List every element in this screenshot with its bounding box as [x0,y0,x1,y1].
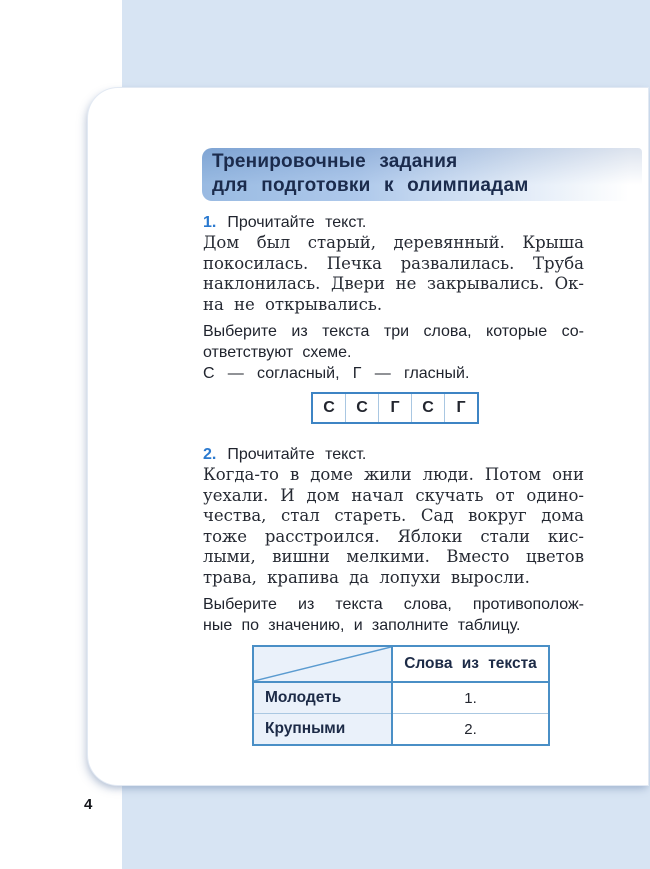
content-card [88,88,648,785]
task2-prompt-line: ные по значению, и заполните таблицу. [203,617,521,634]
task1-instruction: Прочитайте текст. [227,214,367,231]
sound-scheme [311,392,479,424]
task2-text-line: лыми, вишни мелкими. Вместо цветов [203,547,584,566]
section-header-line2: для подготовки к олимпиадам [212,175,529,196]
scheme-cell: С [323,399,335,416]
page-content [203,213,584,746]
task2-text-line: чества, стал стареть. Сад вокруг дома [203,506,584,525]
task1-text-line: Дом был старый, деревянный. Крыша [203,233,584,252]
task1-prompt-line: Выберите из текста три слова, которые со- [203,323,584,340]
task2-prompt [203,594,584,636]
table-row-label: Молодеть [253,682,392,714]
task1-text-line: на не открывались. [203,294,383,314]
table-row [253,682,549,714]
task2-text-line: трава, крапива да лопухи выросли. [203,567,530,587]
task2-text-line: уехали. И дом начал скучать от одино- [203,485,584,505]
table-row-value: 1. [392,682,549,714]
diagonal-line [254,647,391,681]
table-row-value: 2. [392,714,549,746]
table-row-label: Крупными [253,714,392,746]
table-diagonal-cell [253,646,392,682]
task2-heading [203,445,584,465]
task1-text [203,233,584,315]
task2-instruction: Прочитайте текст. [227,446,367,463]
task2-section [203,445,584,746]
task1-legend: С — согласный, Г — гласный. [203,365,470,382]
scheme-cell: Г [378,394,411,422]
section-header-line1: Тренировочные задания [212,151,458,172]
section-header [202,148,642,201]
task2-prompt-line: Выберите из текста слова, противополож- [203,596,584,613]
table-header-row [253,646,549,682]
scheme-cell: С [411,394,444,422]
page-number: 4 [84,796,93,813]
task1-text-line: наклонилась. Двери не закрывались. Ок- [203,274,584,293]
table-row [253,714,549,746]
task2-number: 2. [203,446,217,463]
task1-prompt-line: ответствуют схеме. [203,344,352,361]
task1-prompt [203,321,584,363]
scheme-cell: Г [444,394,477,422]
antonym-table [252,645,550,746]
table-column-header: Слова из текста [392,646,549,682]
task1-heading [203,213,584,233]
task2-text-line: Когда-то в доме жили люди. Потом они [203,465,584,484]
task1-number: 1. [203,214,217,231]
task2-text [203,465,584,588]
task2-text-line: тоже расстроился. Яблоки стали кис- [203,526,584,546]
scheme-cell: С [345,394,378,422]
task1-text-line: покосилась. Печка развалилась. Труба [203,253,584,273]
